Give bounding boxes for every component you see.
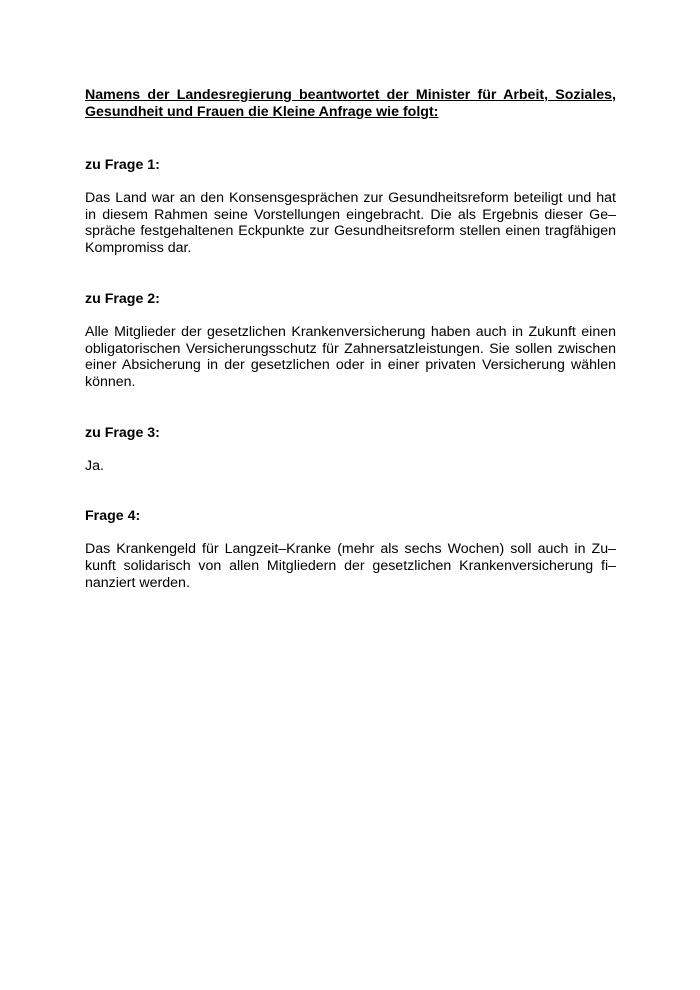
question-heading-1: zu Frage 1: <box>85 157 160 173</box>
question-heading-3: zu Frage 3: <box>85 424 160 441</box>
intro-line: Gesundheit und Frauen die Kleine Anfrage wie folgt: <box>85 104 439 120</box>
answer-line: Kompromiss dar. <box>85 240 192 257</box>
answer-line: einer Absicherung in der gesetzlichen oder in einer privaten Versicherung wählen <box>85 357 616 374</box>
answer-section-2 <box>85 291 616 391</box>
answer-line: Das Land war an den Konsensgesprächen zur Gesundheitsreform beteiligt und hat <box>85 190 616 206</box>
answer-line: obligatorischen Versicherungsschutz für Zahnersatzleistungen. Sie sollen zwischen <box>85 340 616 357</box>
answer-line: Alle Mitglieder der gesetzlichen Krankenversicherung haben auch in Zukunft einen <box>85 323 616 340</box>
answer-section-1 <box>85 157 616 257</box>
answer-line: nanziert werden. <box>85 574 190 591</box>
answer-line: Das Krankengeld für Langzeit–Kranke (mehr als sechs Wochen) soll auch in Zu– <box>85 541 616 558</box>
answer-line: Ja. <box>85 457 104 474</box>
answer-text-1 <box>85 190 616 257</box>
answer-line: kunft solidarisch von allen Mitgliedern der gesetzlichen Krankenversicherung fi– <box>85 558 616 575</box>
answer-text-4 <box>85 541 616 591</box>
answer-line: spräche festgehaltenen Eckpunkte zur Gesundheitsreform stellen einen tragfähigen <box>85 223 616 240</box>
answer-line: können. <box>85 373 136 390</box>
answer-text-2 <box>85 324 616 391</box>
answer-section-3 <box>85 425 616 475</box>
intro-statement <box>85 87 616 121</box>
question-heading-4: Frage 4: <box>85 508 141 525</box>
answer-text-3 <box>85 458 616 475</box>
question-heading-2: zu Frage 2: <box>85 290 160 307</box>
answer-line: in diesem Rahmen seine Vorstellungen eingebracht. Die als Ergebnis dieser Ge– <box>85 206 616 223</box>
answer-section-4 <box>85 508 616 591</box>
intro-line: Namens der Landesregierung beantwortet der Minister für Arbeit, Soziales, <box>85 87 616 103</box>
